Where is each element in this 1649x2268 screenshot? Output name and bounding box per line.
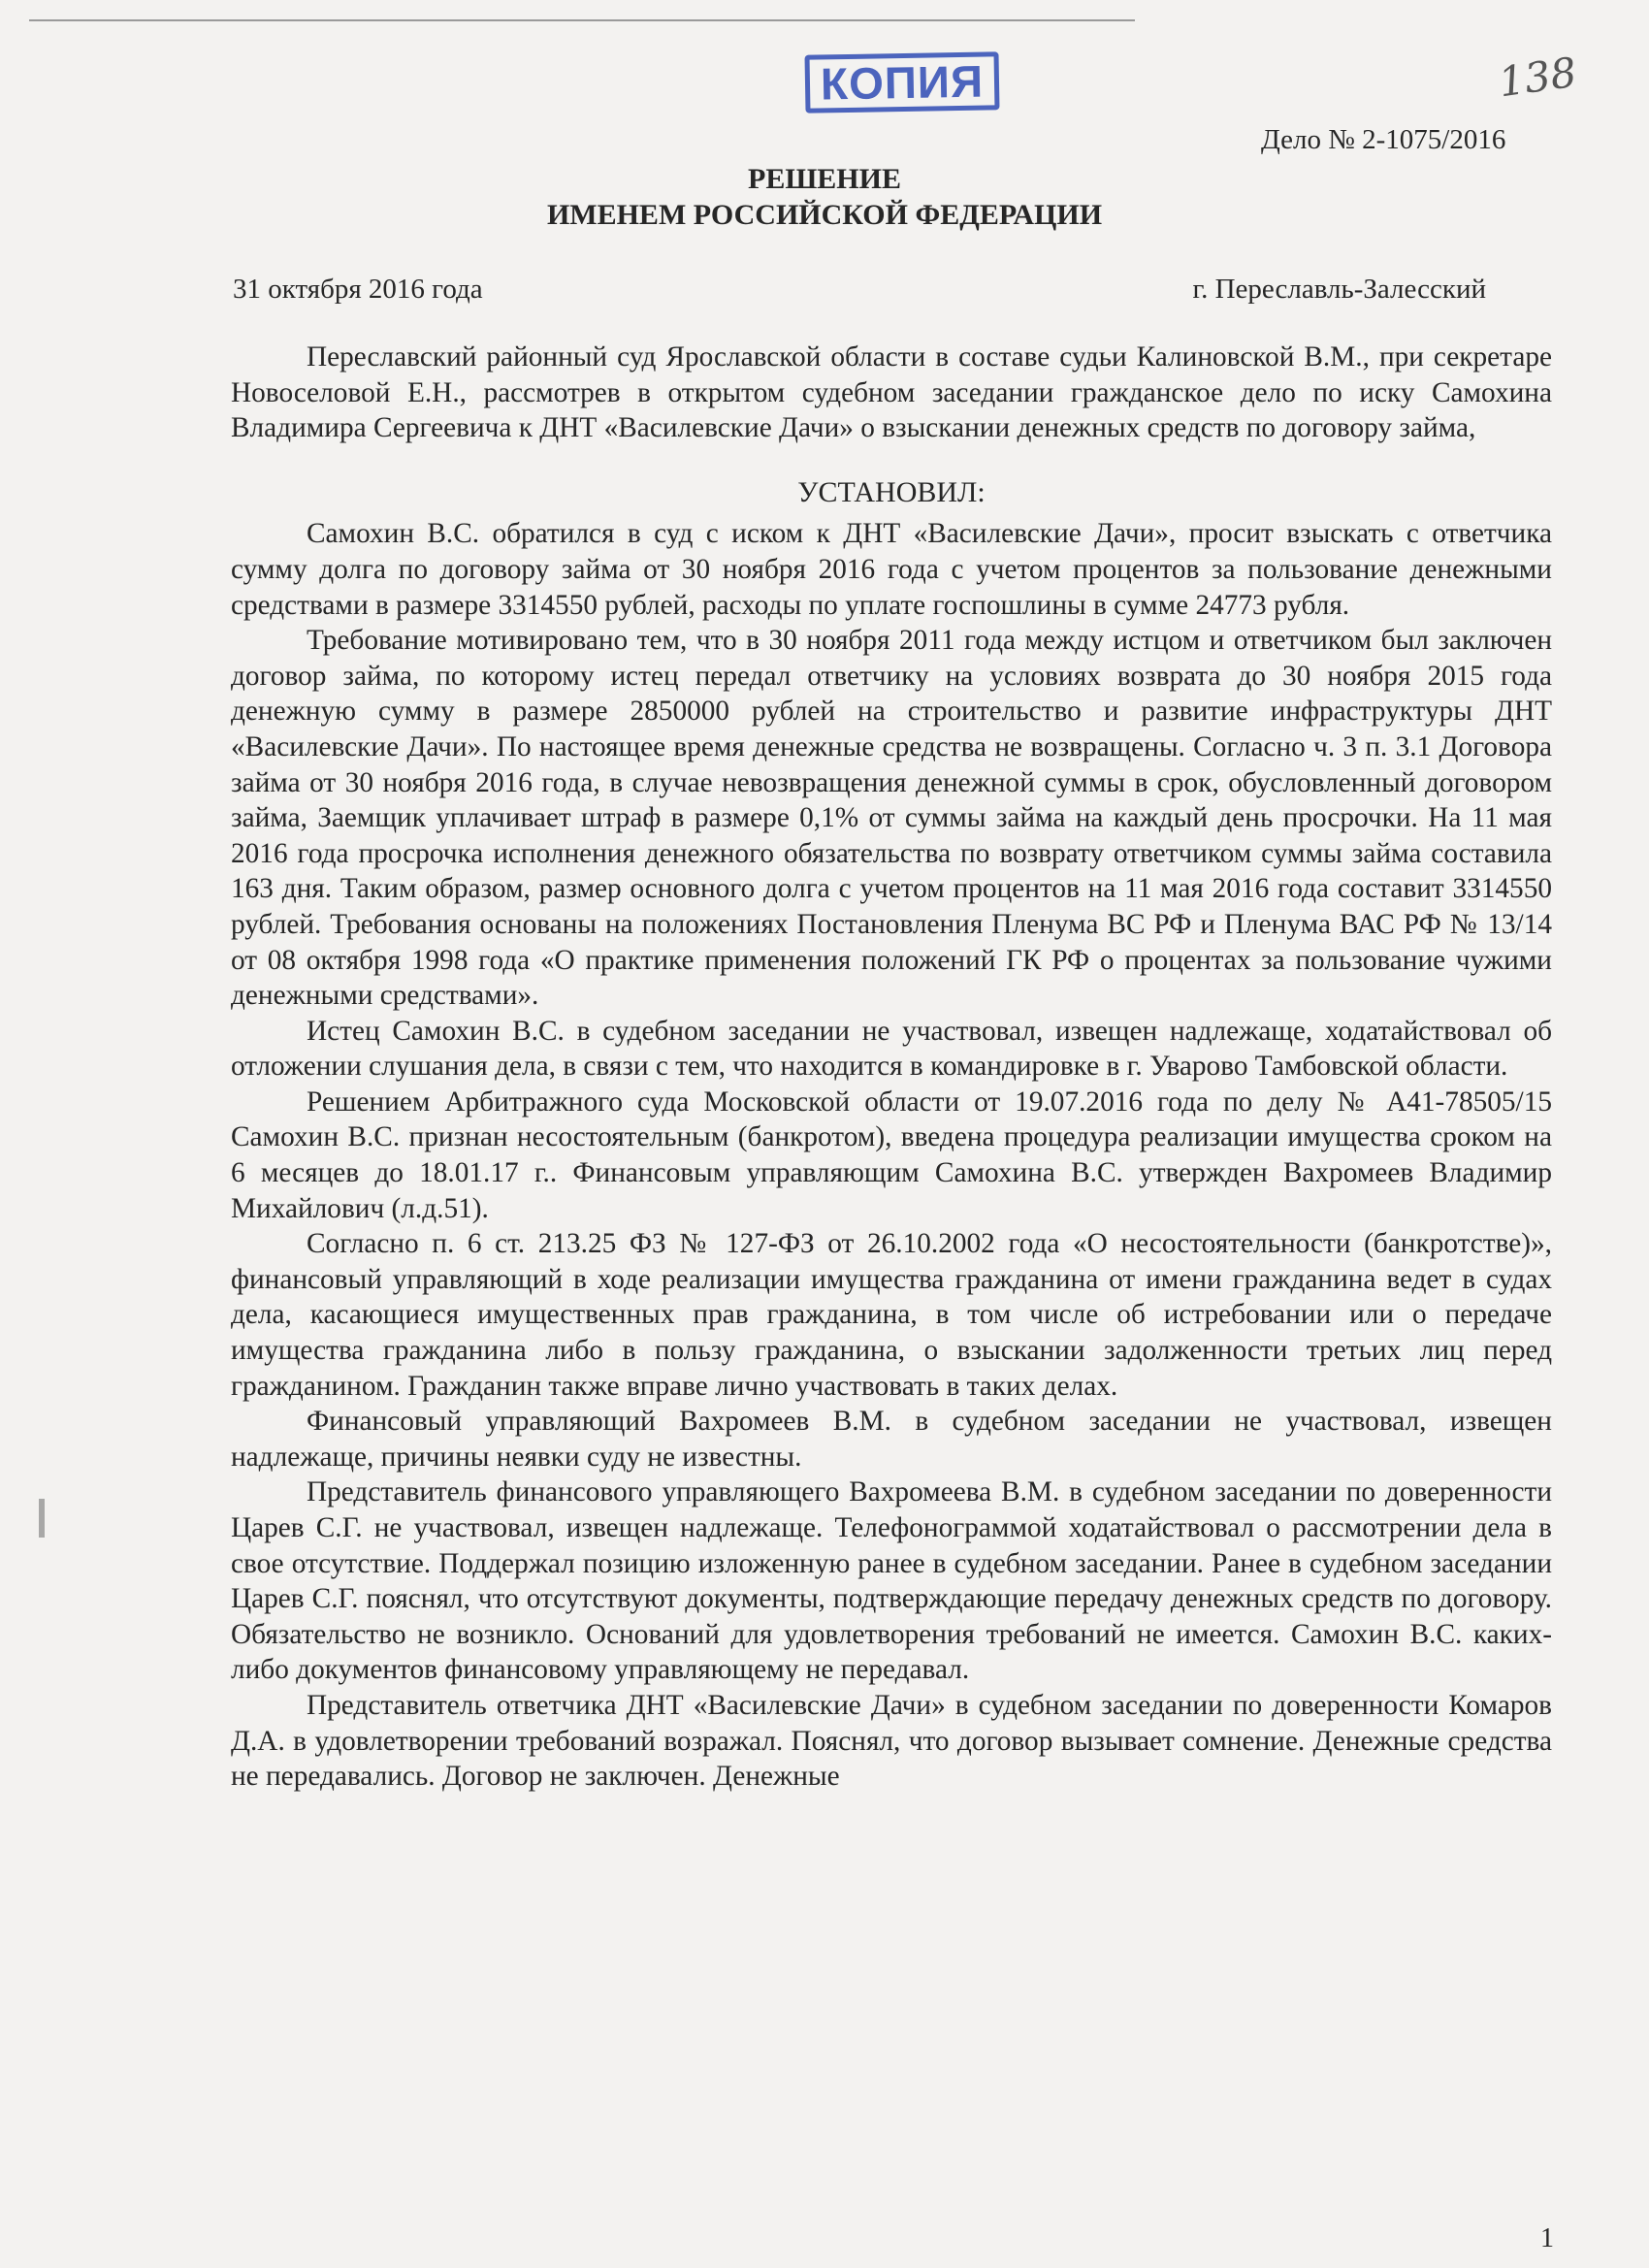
paragraph: Решением Арбитражного суда Московской области от 19.07.2016 года по делу № А41-78505/15 Самохин В.С. признан несостоятельным (банкротом), введена процедура реализации имущества сроком на 6 месяцев до 18.01.17 г.. Финансовым управляющим Самохина В.С. утвержден Вахромеев Владимир Михайлович (л.д.51).: [231, 1085, 1552, 1224]
copy-stamp: КОПИЯ: [804, 51, 999, 113]
document-title: РЕШЕНИЕ: [748, 163, 901, 195]
handwritten-sheet-number: 138: [1495, 48, 1580, 107]
paragraph: Согласно п. 6 ст. 213.25 ФЗ № 127-ФЗ от 26.10.2002 года «О несостоятельности (банкротстве)», финансовый управляющий в ходе реализации имущества гражданина от имени гражданина ведет в судах дела, касающиеся имущественных прав гражданина, в том числе об истребовании или о передаче имущества гражданина либо в пользу гражданина, о взыскании задолженности третьих лиц перед гражданином. Гражданин также вправе лично участвовать в таких делах.: [231, 1228, 1552, 1402]
paragraph: Финансовый управляющий Вахромеев В.М. в судебном заседании не участвовал, извещен надлежаще, причины неявки суду не известны.: [231, 1406, 1552, 1473]
paragraph: Самохин В.С. обратился в суд с иском к ДНТ «Василевские Дачи», просит взыскать с ответчика сумму долга по договору займа от 30 ноября 2016 года с учетом процентов за пользование денежными средствами в размере 3314550 рублей, расходы по уплате госпошлины в сумме 24773 рубля.: [231, 518, 1552, 621]
paragraph: Истец Самохин В.С. в судебном заседании не участвовал, извещен надлежаще, ходатайствовал об отложении слушания дела, в связи с тем, что находится в командировке в г. Уварово Тамбовской области.: [231, 1015, 1552, 1083]
paragraph: Представитель финансового управляющего Вахромеева В.М. в судебном заседании по доверенности Царев С.Г. не участвовал, извещен надлежаще. Телефонограммой ходатайствовал о рассмотрении дела в свое отсутствие. Поддержал позицию изложенную ранее в судебном заседании. Ранее в судебном заседании Царев С.Г. пояснял, что отсутствуют документы, подтверждающие передачу денежных средств по договору. Обязательство не возникло. Оснований для удовлетворения требований не имеется. Самохин В.С. каких-либо документов финансовому управляющему не передавал.: [231, 1476, 1552, 1686]
punch-hole-mark: [39, 1499, 45, 1538]
paragraph: Представитель ответчика ДНТ «Василевские Дачи» в судебном заседании по доверенности Комаров Д.А. в удовлетворении требований возражал. Пояснял, что договор вызывает сомнение. Денежные средства не передавались. Договор не заключен. Денежные: [231, 1689, 1552, 1793]
scan-edge-line: [29, 19, 1135, 21]
document-subtitle: ИМЕНЕМ РОССИЙСКОЙ ФЕДЕРАЦИИ: [546, 199, 1103, 231]
section-heading: УСТАНОВИЛ:: [797, 475, 986, 508]
document-body: [231, 340, 1552, 1795]
intro-paragraph: Переславский районный суд Ярославской области в составе судьи Калиновской В.М., при секретаре Новоселовой Е.Н., рассмотрев в открытом судебном заседании гражданское дело по иску Самохина Владимира Сергеевича к ДНТ «Василевские Дачи» о взыскании денежных средств по договору займа,: [231, 341, 1552, 444]
decision-date: 31 октября 2016 года: [233, 274, 483, 305]
paragraph: Требование мотивировано тем, что в 30 ноября 2011 года между истцом и ответчиком был заключен договор займа, по которому истец передал ответчику на условиях возврата до 30 ноября 2015 года денежную сумму в размере 2850000 рублей на строительство и развитие инфраструктуры ДНТ «Василевские Дачи». По настоящее время денежные средства не возвращены. Согласно ч. 3 п. 3.1 Договора займа от 30 ноября 2016 года, в случае невозвращения денежной суммы в срок, обусловленный договором займа, Заемщик уплачивает штраф в размере 0,1% от суммы займа на каждый день просрочки. На 11 мая 2016 года просрочка исполнения денежного обязательства по возврату ответчиком суммы займа составила 163 дня. Таким образом, размер основного долга с учетом процентов на 11 мая 2016 года составит 3314550 рублей. Требования основаны на положениях Постановления Пленума ВС РФ и Пленума ВАС РФ № 13/14 от 08 октября 1998 года «О практике применения положений ГК РФ о процентах за пользование чужими денежными средствами».: [231, 625, 1552, 1012]
case-number: Дело № 2-1075/2016: [1261, 124, 1506, 155]
page-number: 1: [1540, 2223, 1554, 2253]
decision-city: г. Переславль-Залесский: [1192, 274, 1486, 305]
